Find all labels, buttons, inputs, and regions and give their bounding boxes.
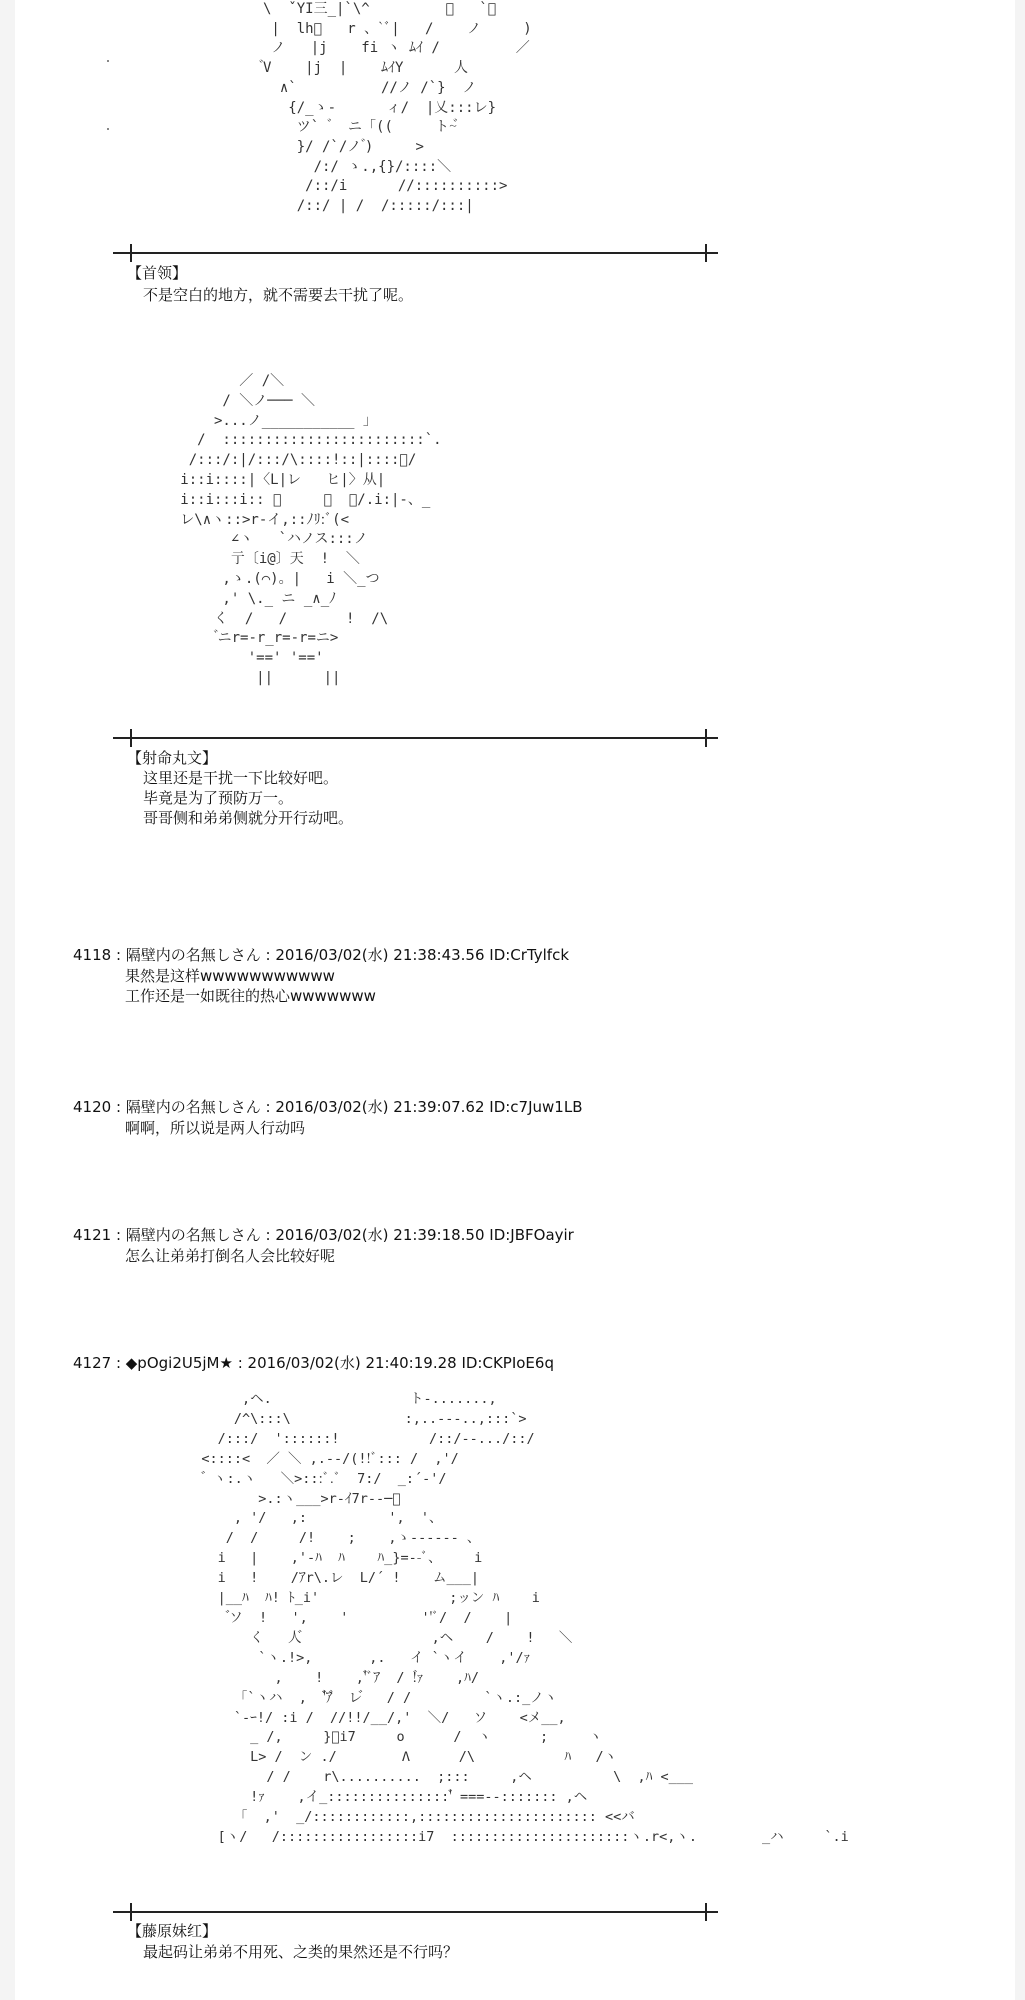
dialogue-line: 最起码让弟弟不用死、之类的果然还是不行吗？ [143,1943,459,1961]
separator-tick-right [705,729,707,747]
ascii-art-mokou: ,ヘ. ト-......., /^\:::\ :,..-‐-..,:::`> /:::/ '::::::! /::/‐-.../::/ <::::< ／ ＼ ,.-‐/(!!ﾞ::: / ,'/ ゙ ヽ:.ヽ ＼>:::ﾞ.ﾞ 7:/ _:´-'/ >.:ヽ___>r-ｲ7r--─゙ , '/ ,: ', '、 / / /! ; ,ゝ-‐-‐-- 、 i | ,'-ﾊ ﾊ ﾊ_}=--ﾞ、 i i ! /ｱr\.レ L/´ ! ム___| |__ﾊ ﾊ! ﾄ_i' ;ッン ﾊ i ゙ソ ! ', ' ''ﾞ/ / | く 人゙ ,ヘ / ! ＼ `ヽ.!>, ,. イ `ヽイ ,'/ｧ , ! ,'゙ﾞｱ / !゙ｧ ,ﾊ/ 「`ヽハ , '゙゙ｱ゙ レ゙ / / `ヽ.:_ノヽ `-ｰ!/ :i / //!!/__/,' ＼/ ソ <メ__, _ /, }ﾞi7 o / ヽ ; ヽ L> / ン ./ Λ /\ ﾊ /ヽ / / r\.......... ;::: ,ヘ \ ,ﾊ <___ !ｧ ,イ_:::::::::::::::'゙ ===--::::::: ,ヘ 「 ,' _/::::::::::::,:::::::::::::::::::::: <<バ [ヽ/ /:::::::::::::::::i7 ::::::::::::::::::::::ヽ.r<,ヽ. _ハ `.i [201,1391,849,1845]
separator-tick-right [705,1903,707,1921]
post-header: 4120 : 隔壁内の名無しさん : 2016/03/02(水) 21:39:07.62 ID:c7Juw1LB [73,1098,583,1116]
separator-line [113,737,718,739]
post-line: 啊啊，所以说是两人行动吗 [125,1119,306,1137]
dialogue-line: 不是空白的地方，就不需要去干扰了呢。 [143,286,414,304]
speaker-title: 【藤原妹红】 [127,1922,218,1940]
ascii-art-top: \ ˇYI三_|`\^ ゙ `、 | lh゙ r 、`ﾞ| / ノ ) ノ |j fi ヽ ﾑｲ / ／ ゙V |j | ﾑｲY 人 ∧` //ノ /`} ノ {/_ゝ- ィ/ |乂:::レ} ツ` ゙ ニ「(( ト~゙ }/ /`/ノ ゙) > /:/ ゝ.,{}/::::＼ /::/i //::::::::::> /::/ | / /:::::/:::| [263,1,532,215]
speaker-title: 【射命丸文】 [127,749,218,767]
post-body [125,1246,335,1266]
post-line: 果然是这样wwwwwwwwwww [125,967,335,985]
dialogue-lines [143,768,353,828]
thread-page [15,0,1015,2000]
dialogue-line: 毕竟是为了预防万一。 [143,789,294,807]
separator-line [113,1911,718,1913]
post-body [125,1118,305,1138]
ascii-art-aya: ／ /＼ / ＼ノ─── ＼ >...ノ___________ 」 / ::::::::::::::::::::::::`. /:::/:|/:::/\::::!::|::::ﾞ/ i::i::::|〈L|レ ヒ|〉从| i::i:::i:: ゙ ー ゙/.i:|-、_ レ\∧ヽ::>r-イ,::ﾉﾘ:ﾞ(< ∠ヽ `ハノス:::ノ 亍〔i@〕天 ! ＼ ,ゝ.(⌒)。| i ＼_つ ,' \._ ニ _∧_ﾉ く / / ! /\ ゙ニr=-r_r=-r=ニ> '==' '==' || || [180,373,442,686]
separator-tick-right [705,244,707,262]
margin-dot [107,128,109,130]
margin-dot [107,60,109,62]
separator-tick-left [130,244,132,262]
post-header: 4121 : 隔壁内の名無しさん : 2016/03/02(水) 21:39:18.50 ID:JBFOayir [73,1226,574,1244]
post-line: 怎么让弟弟打倒名人会比较好呢 [125,1247,336,1265]
post-body [125,966,376,1006]
post-header: 4118 : 隔壁内の名無しさん : 2016/03/02(水) 21:38:43.56 ID:CrTylfck [73,946,570,964]
separator-tick-left [130,1903,132,1921]
separator-tick-left [130,729,132,747]
post-line: 工作还是一如既往的热心wwwwwww [125,987,376,1005]
dialogue-line: 哥哥侧和弟弟侧就分开行动吧。 [143,809,354,827]
dialogue-line: 这里还是干扰一下比较好吧。 [143,769,339,787]
post-header: 4127 : ◆pOgi2U5jM★ : 2016/03/02(水) 21:40:19.28 ID:CKPIoE6q [73,1354,554,1372]
dialogue-lines [143,1942,458,1962]
separator-line [113,252,718,254]
speaker-title: 【首领】 [127,264,188,282]
dialogue-lines [143,285,413,305]
